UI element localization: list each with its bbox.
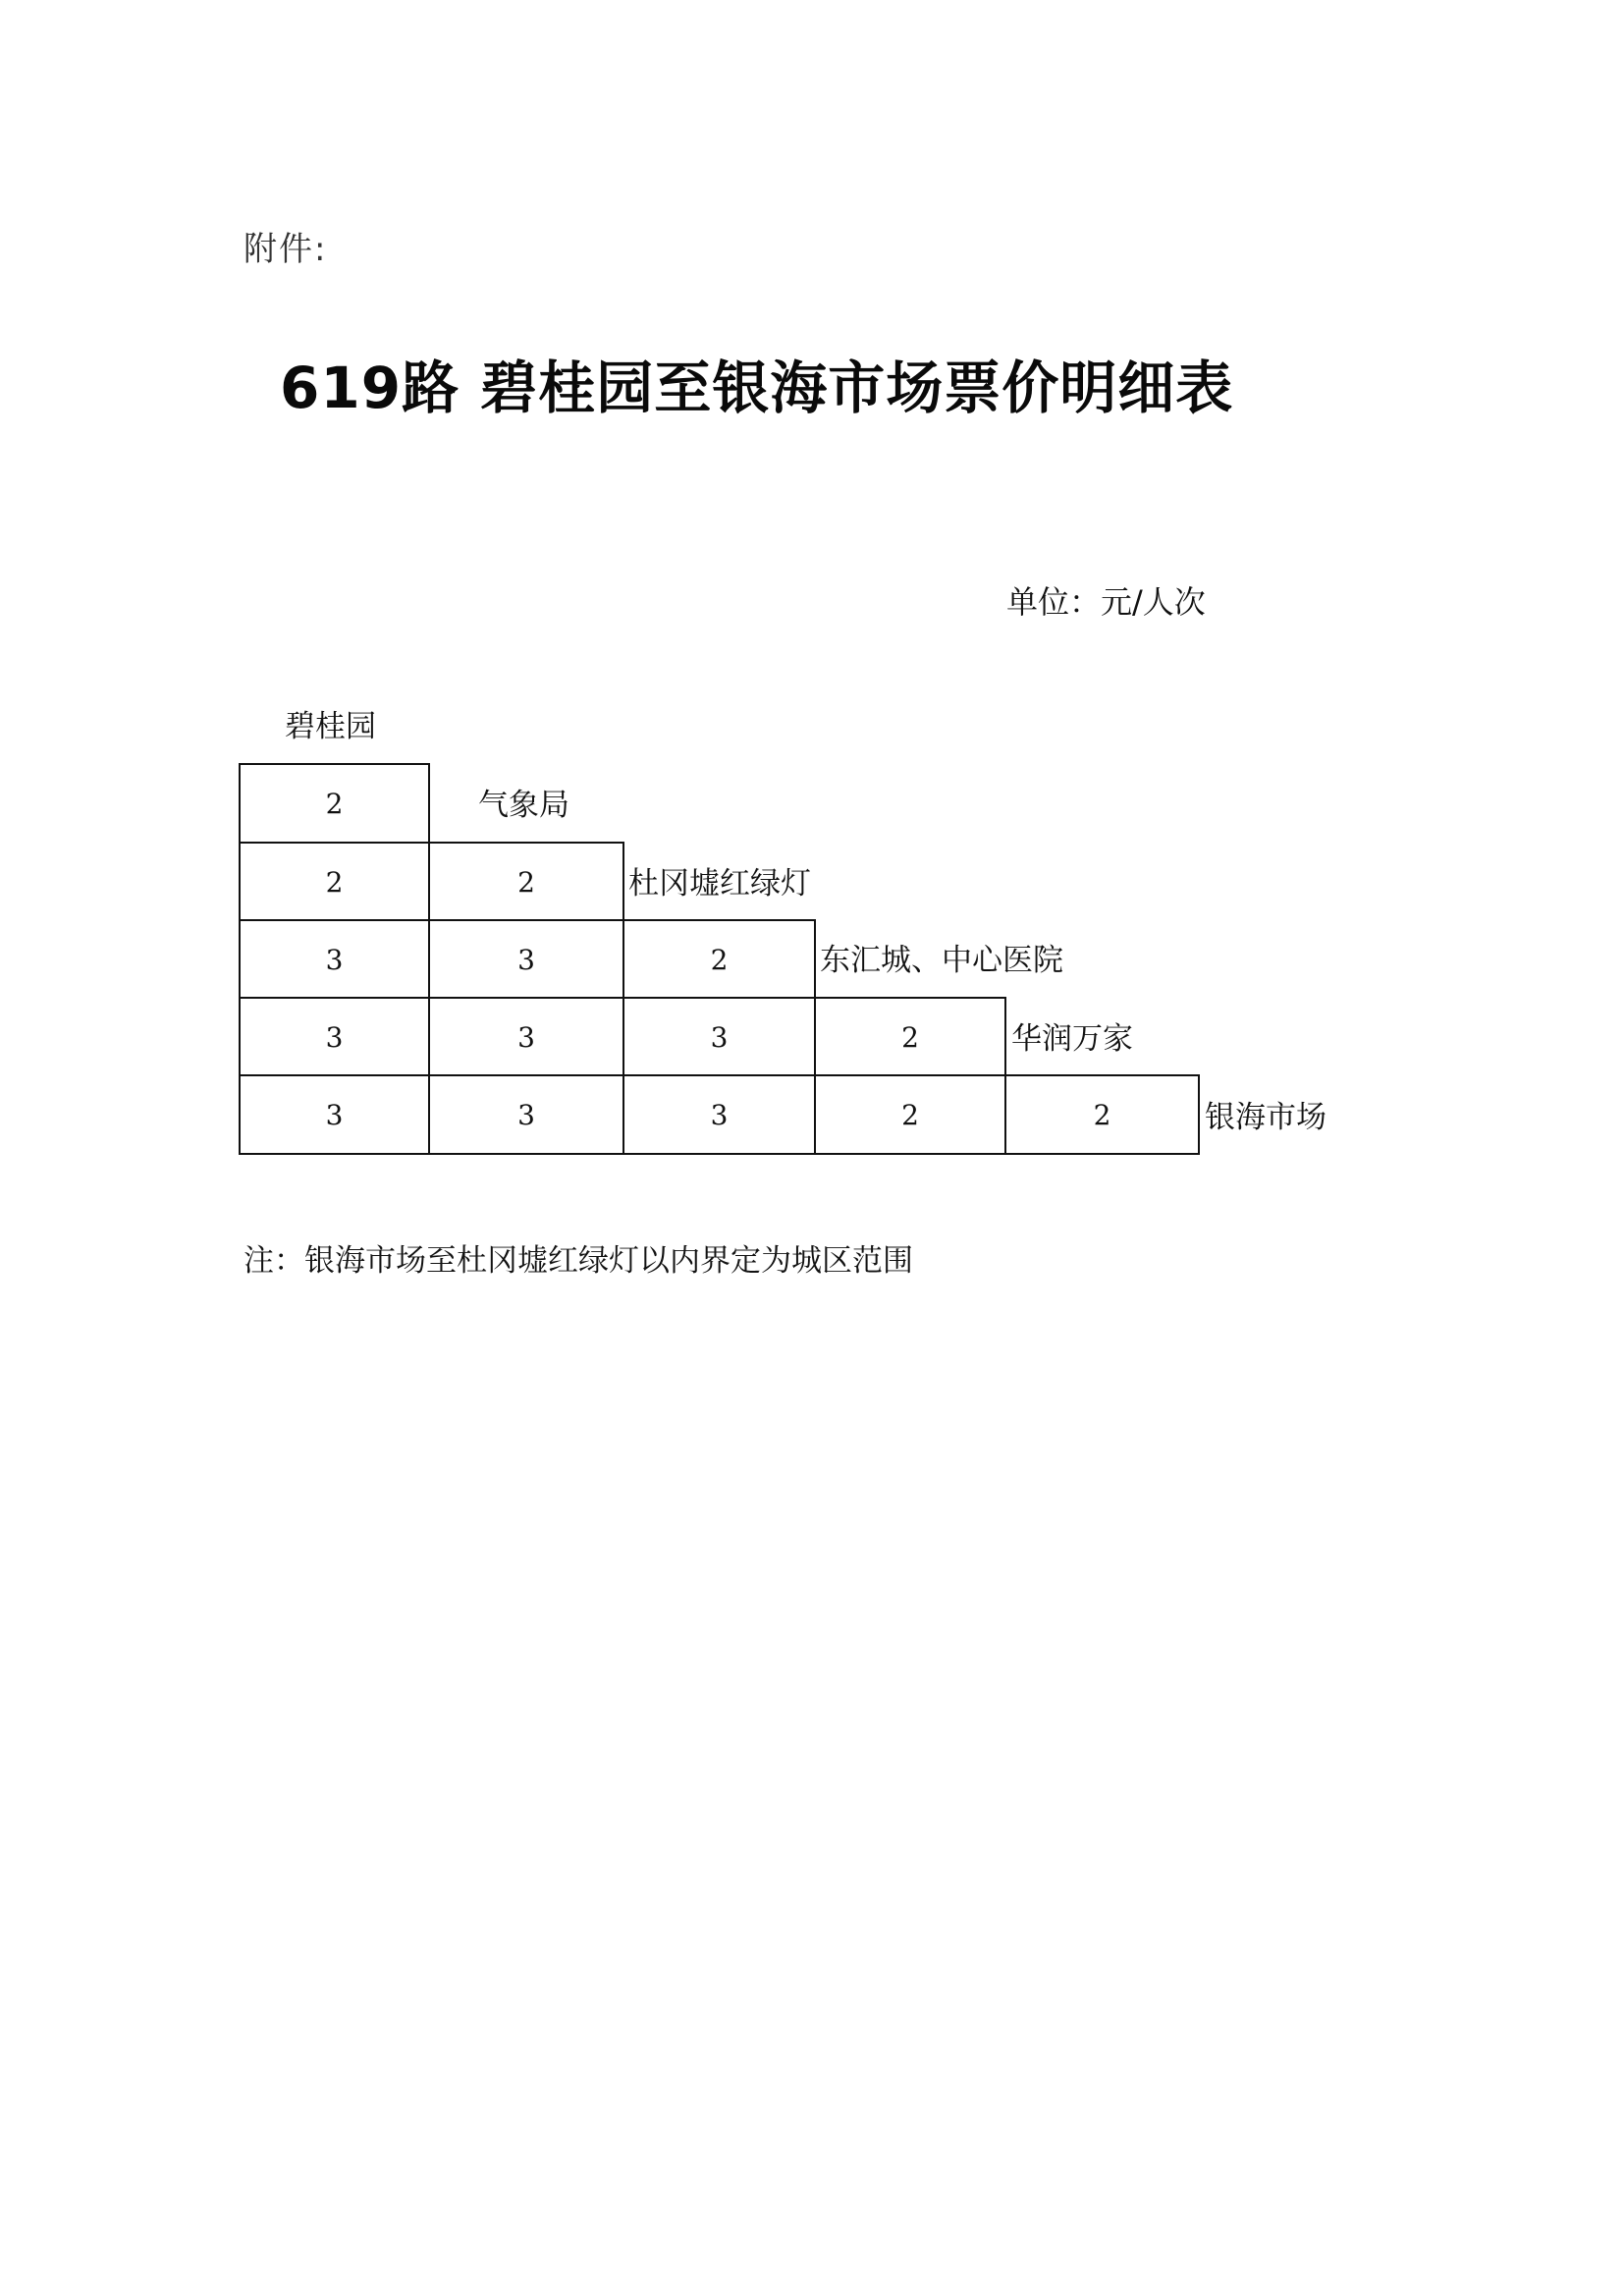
footnote: 注：银海市场至杜冈墟红绿灯以内界定为城区范围 (244, 1243, 913, 1279)
stop-label: 杜冈墟红绿灯 (628, 866, 811, 902)
page-title: 619路 碧桂园至银海市场票价明细表 (280, 355, 1234, 421)
fare-cell: 2 (814, 1074, 1006, 1155)
stop-label: 碧桂园 (285, 709, 376, 744)
fare-cell: 3 (623, 1074, 816, 1155)
fare-cell: 2 (239, 763, 430, 844)
fare-cell: 3 (239, 997, 430, 1077)
fare-cell: 3 (428, 997, 624, 1077)
unit-label: 单位：元/人次 (1006, 583, 1206, 621)
fare-cell: 3 (428, 919, 624, 1000)
fare-cell: 2 (623, 919, 816, 1000)
stop-label: 银海市场 (1205, 1100, 1326, 1135)
fare-cell: 3 (428, 1074, 624, 1155)
fare-cell: 3 (623, 997, 816, 1077)
fare-cell: 2 (814, 997, 1006, 1077)
fare-cell: 2 (428, 842, 624, 922)
stop-label: 东汇城、中心医院 (820, 943, 1063, 978)
fare-cell: 3 (239, 1074, 430, 1155)
fare-cell: 3 (239, 919, 430, 1000)
stop-label: 气象局 (478, 788, 569, 823)
stop-label: 华润万家 (1011, 1021, 1133, 1057)
attachment-label: 附件: (244, 230, 328, 269)
fare-cell: 2 (1004, 1074, 1200, 1155)
fare-cell: 2 (239, 842, 430, 922)
